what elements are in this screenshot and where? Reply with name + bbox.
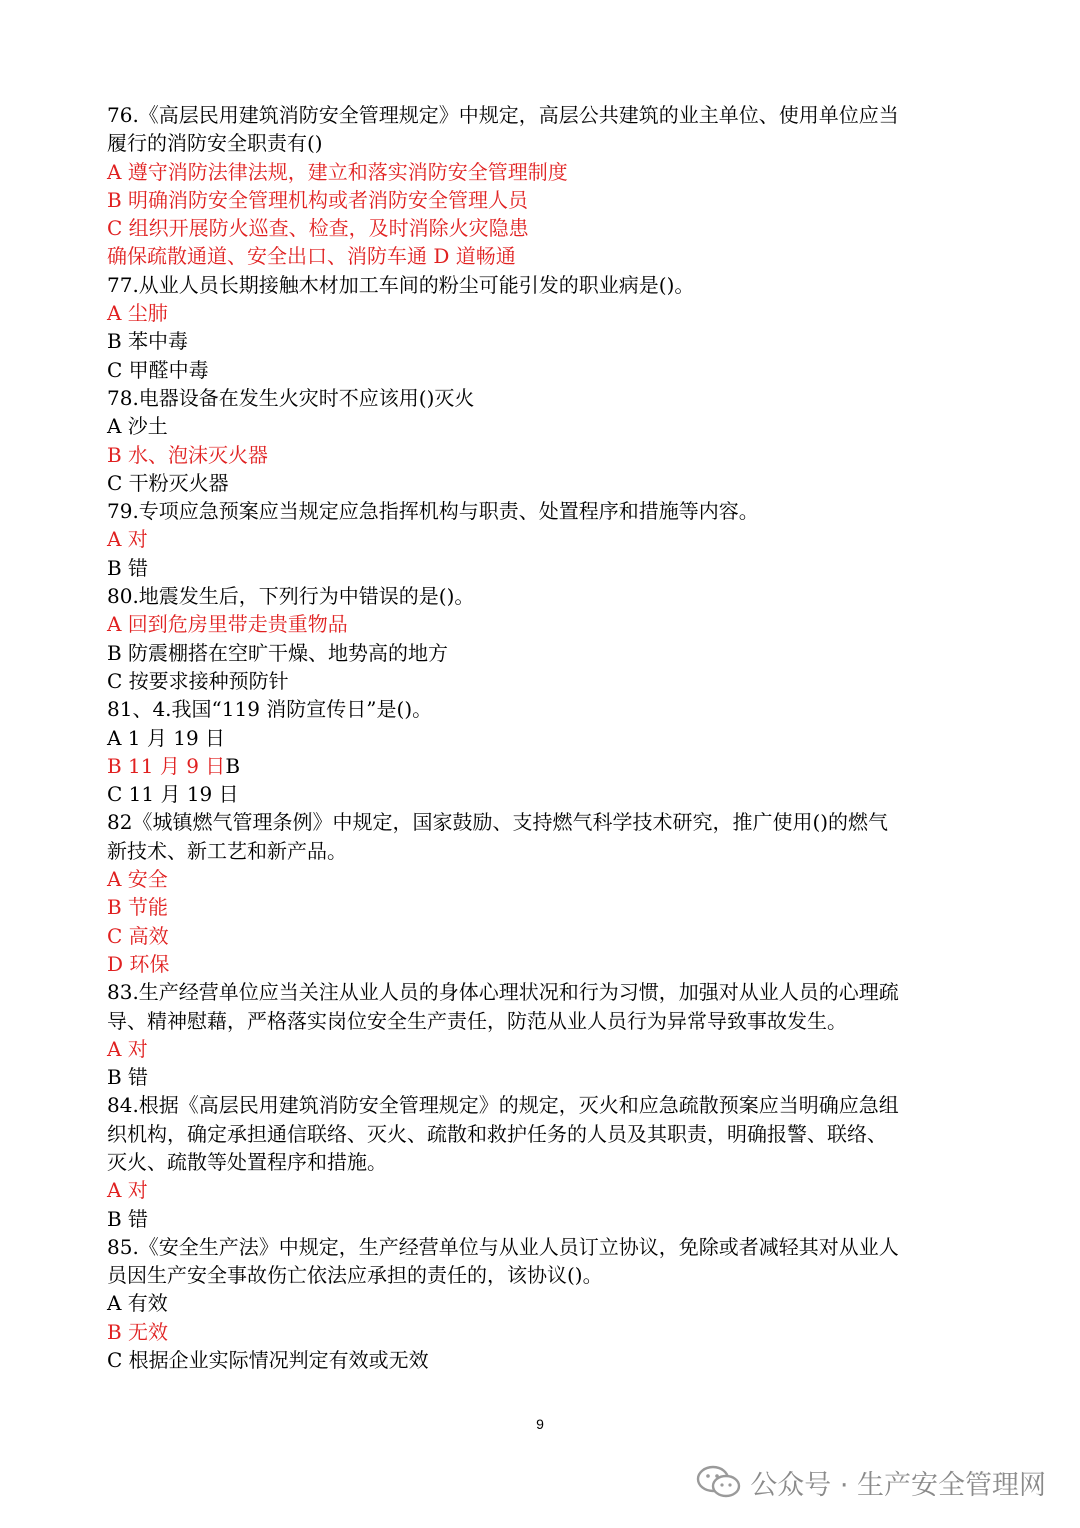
option bbox=[107, 667, 977, 695]
correct-option bbox=[107, 186, 977, 214]
question-text: 员因生产安全事故伤亡依法应承担的责任的，该协议()。 bbox=[107, 1263, 603, 1288]
option-text: A 1 月 19 日 bbox=[107, 725, 226, 750]
question-text: 织机构，确定承担通信联络、灭火、疏散和救护任务的人员及其职责，明确报警、联络、 bbox=[107, 1121, 887, 1146]
option-suffix: B bbox=[225, 753, 241, 778]
option-text: C 高效 bbox=[107, 923, 169, 948]
option bbox=[107, 639, 977, 667]
correct-option bbox=[107, 299, 977, 327]
correct-option bbox=[107, 893, 977, 921]
option-text: 确保疏散通道、安全出口、消防车通 D 道畅通 bbox=[107, 244, 516, 269]
option-text: A 对 bbox=[107, 1036, 148, 1061]
page-number: 9 bbox=[536, 1416, 544, 1432]
question-text: 履行的消防安全职责有() bbox=[107, 131, 323, 156]
correct-option bbox=[107, 441, 977, 469]
question-text: 80.地震发生后，下列行为中错误的是()。 bbox=[107, 584, 475, 609]
correct-option bbox=[107, 1318, 977, 1346]
option-text: A 对 bbox=[107, 527, 148, 552]
option-text: B 水、泡沫灭火器 bbox=[107, 442, 269, 467]
question-text: 83.生产经营单位应当关注从业人员的身体心理状况和行为习惯，加强对从业人员的心理疏 bbox=[107, 980, 899, 1005]
question-text: 79.专项应急预案应当规定应急指挥机构与职责、处置程序和措施等内容。 bbox=[107, 499, 759, 524]
option-text: A 沙土 bbox=[107, 414, 168, 439]
correct-option bbox=[107, 922, 977, 950]
option bbox=[107, 724, 977, 752]
correct-option bbox=[107, 865, 977, 893]
correct-option bbox=[107, 1176, 977, 1204]
option-text: C 干粉灭火器 bbox=[107, 470, 229, 495]
option-text: A 有效 bbox=[107, 1291, 168, 1316]
correct-option bbox=[107, 610, 977, 638]
question-text: 灭火、疏散等处置程序和措施。 bbox=[107, 1149, 387, 1174]
option-text: B 错 bbox=[107, 555, 149, 580]
option-text: D 环保 bbox=[107, 951, 170, 976]
option-text: B 11 月 9 日 bbox=[107, 753, 226, 778]
correct-option bbox=[107, 950, 977, 978]
option-text: C 按要求接种预防针 bbox=[107, 668, 289, 693]
correct-option bbox=[107, 214, 977, 242]
question-text: 76.《高层民用建筑消防安全管理规定》中规定，高层公共建筑的业主单位、使用单位应当 bbox=[107, 103, 899, 127]
option-text: B 苯中毒 bbox=[107, 329, 189, 354]
option-text: A 安全 bbox=[107, 867, 168, 892]
option bbox=[107, 554, 977, 582]
option bbox=[107, 412, 977, 440]
option-text: B 无效 bbox=[107, 1319, 169, 1344]
option-text: B 防震棚搭在空旷干燥、地势高的地方 bbox=[107, 640, 449, 665]
option-text: C 11 月 19 日 bbox=[107, 782, 239, 807]
option-text: A 遵守消防法律法规，建立和落实消防安全管理制度 bbox=[107, 159, 568, 184]
option-text: B 节能 bbox=[107, 895, 169, 920]
correct-option bbox=[107, 752, 977, 780]
option-text: A 回到危房里带走贵重物品 bbox=[107, 612, 348, 637]
option-text: B 错 bbox=[107, 1206, 149, 1231]
question-text: 77.从业人员长期接触木材加工车间的粉尘可能引发的职业病是()。 bbox=[107, 272, 695, 297]
option-text: A 尘肺 bbox=[107, 301, 168, 326]
question-text: 84.根据《高层民用建筑消防安全管理规定》的规定，灭火和应急疏散预案应当明确应急组 bbox=[107, 1093, 899, 1118]
question-text: 85.《安全生产法》中规定，生产经营单位与从业人员订立协议，免除或者减轻其对从业人 bbox=[107, 1234, 899, 1259]
question-list bbox=[107, 101, 977, 1374]
option-text: C 根据企业实际情况判定有效或无效 bbox=[107, 1348, 429, 1373]
correct-option bbox=[107, 1035, 977, 1063]
option-text: C 甲醛中毒 bbox=[107, 357, 209, 382]
correct-option bbox=[107, 158, 977, 186]
question-text: 导、精神慰藉，严格落实岗位安全生产责任，防范从业人员行为异常导致事故发生。 bbox=[107, 1008, 847, 1033]
wechat-icon bbox=[696, 1465, 742, 1499]
correct-option bbox=[107, 525, 977, 553]
question-text: 新技术、新工艺和新产品。 bbox=[107, 838, 347, 863]
option bbox=[107, 1346, 977, 1374]
option bbox=[107, 469, 977, 497]
question-text: 81、4.我国“119 消防宣传日”是()。 bbox=[107, 697, 433, 722]
option-text: B 错 bbox=[107, 1065, 149, 1090]
option-text: B 明确消防安全管理机构或者消防安全管理人员 bbox=[107, 187, 529, 212]
option-text: C 组织开展防火巡查、检查，及时消除火灾隐患 bbox=[107, 216, 529, 241]
option bbox=[107, 327, 977, 355]
correct-option bbox=[107, 242, 977, 270]
question-text: 78.电器设备在发生火灾时不应该用()灭火 bbox=[107, 385, 475, 410]
option bbox=[107, 1289, 977, 1317]
option bbox=[107, 356, 977, 384]
question-text: 82《城镇燃气管理条例》中规定，国家鼓励、支持燃气科学技术研究，推广使用()的燃气 bbox=[107, 810, 889, 835]
watermark-text: 公众号 · 生产安全管理网 bbox=[750, 1469, 1046, 1501]
option bbox=[107, 1205, 977, 1233]
option-text: A 对 bbox=[107, 1178, 148, 1203]
watermark bbox=[696, 1462, 1046, 1502]
option bbox=[107, 1063, 977, 1091]
option bbox=[107, 780, 977, 808]
